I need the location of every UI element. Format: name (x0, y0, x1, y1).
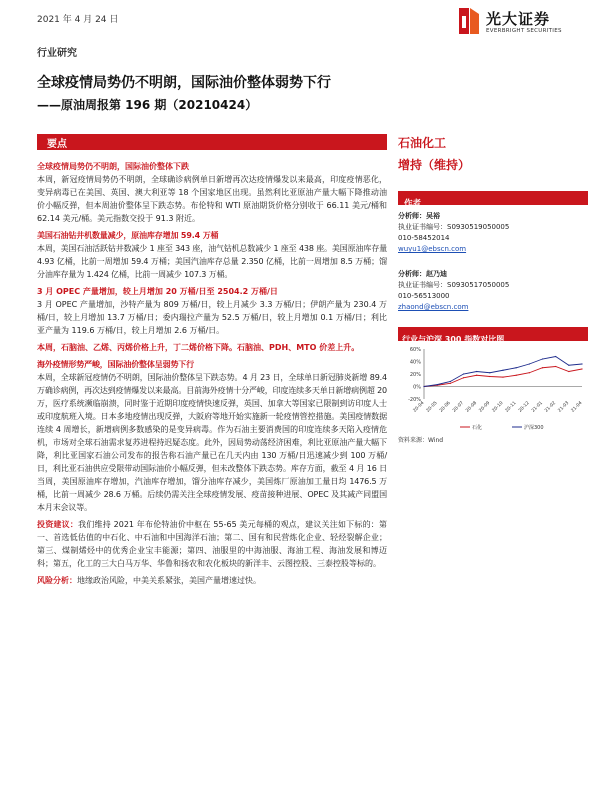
series-line (424, 357, 582, 387)
analyst-card (398, 269, 588, 313)
x-tick-label: 20-12 (517, 400, 531, 414)
y-tick-label: 0% (413, 384, 421, 391)
data-point (555, 366, 556, 367)
analyst-cert: 执业证书编号：S0930517050005 (398, 281, 510, 289)
rating: 增持（维持） (398, 158, 471, 172)
section-body: 本周，新冠疫情局势仍不明朗，全球确诊病例单日新增再次达疫情爆发以来最高，印度疫情恶化，变异病毒已在美国、英国、澳大利亚等 18 个国家地区出现。虽然利比亚原油产量大幅下降推动油价小幅反弹，但本周油价整体呈下跌态势。布伦特和 WTI 原油期货价格分别收于 66.11 美元/桶和 62.14 美元/桶。美元指数交投于 91.3 附近。 (37, 175, 387, 223)
data-point (529, 372, 530, 373)
risk-label: 风险分析： (37, 576, 77, 585)
logo-mark-icon (456, 6, 482, 36)
data-point (581, 368, 582, 369)
section-heading: 美国石油钻井机数量减少，原油库存增加 59.4 万桶 (37, 231, 219, 240)
data-point (450, 381, 451, 382)
x-tick-label: 20-06 (438, 400, 452, 414)
analyst-card (398, 211, 588, 255)
section-heading: 海外疫情形势严峻，国际油价整体呈弱势下行 (37, 360, 194, 369)
section-body: 本周，全球新冠疫情仍不明朗，国际油价整体呈下跌态势。4 月 23 日，全球单日新冠肺炎新增 89.4 万确诊病例，再次达到疫情爆发以来最高。目前海外疫情十分严峻，印度连续多天单日新增病例超 20 万，医疗系统濒临崩溃，同时鉴于近期印度疫情快速反弹，英国、加拿大等国家已限制到访印度人士或印度航班入境。日本多地疫情出现反弹，大阪府等地开始实施新一轮疫情管控措施。美国疫情数据连续 4 周增长，新增病例多数感染的是变异病毒。作为石油主要消费国的印度连续多天陷入疫情危机，市场对全球石油需求复苏进程持迟疑态度。此外，因局势动荡经济困难，利比亚原油产量大幅下降，利比亚国家石油公司发布的报告称石油产量已在几天内由 130 万桶/日迅速减少到 100 万桶/日，利比亚石油供应受限带动国际油价小幅反弹，但未改整体下跌态势。库存方面，截至 4 月 16 日当周，美国原油库存增加，汽油库存增加，馏分油库存减少，美国炼厂原油加工量日均 1476.5 万桶，比前一周减少 28.6 万桶。后续仍需关注全球疫情发展、疫苗接种进展、OPEC 及其减产同盟国本月末会议等。 (37, 373, 387, 512)
x-tick-label: 21-03 (557, 400, 571, 414)
series-line (424, 367, 582, 387)
page-subtitle: ——原油周报第 196 期（20210424） (37, 98, 258, 112)
data-point (476, 375, 477, 376)
x-tick-label: 20-11 (504, 400, 518, 414)
page-title: 全球疫情局势仍不明朗，国际油价整体弱势下行 (37, 75, 331, 91)
data-point (516, 375, 517, 376)
advice-label: 投资建议： (37, 520, 79, 529)
risk-body: 地缘政治风险，中美关系紧张，美国产量增速过快。 (77, 576, 261, 585)
data-point (542, 367, 543, 368)
key-points-label: 要点 (47, 139, 67, 150)
data-point (476, 371, 477, 372)
legend-label: 沪深300 (524, 425, 544, 431)
advice-body: 我们维持 2021 年布伦特油价中枢在 55-65 美元每桶的观点，建议关注如下标的：第一、首选低估值的中石化、中石油和中国海洋石油；第二、国有和民营炼化企业、轻烃裂解企业；第三、煤制烯烃中的优秀企业宝丰能源；第四、油服里的中海油服、海油工程、海油发展和博迈科；第五，化工的三大白马万华、华鲁和扬农和农化板块的新洋丰、云图控股、三泰控股等标的。 (37, 520, 388, 568)
logo-en: EVERBRIGHT SECURITIES (486, 28, 562, 34)
data-point (463, 377, 464, 378)
data-point (555, 356, 556, 357)
sidebar (398, 134, 588, 444)
x-tick-label: 21-04 (570, 400, 584, 414)
x-tick-label: 21-02 (544, 400, 558, 414)
x-tick-label: 20-09 (478, 400, 492, 414)
data-point (502, 377, 503, 378)
y-tick-label: -20% (408, 397, 421, 403)
report-date: 2021 年 4 月 24 日 (37, 15, 119, 25)
data-point (489, 376, 490, 377)
section-heading: 全球疫情局势仍不明朗，国际油价整体下跌 (37, 162, 189, 171)
data-point (489, 372, 490, 373)
legend-label: 石化 (472, 425, 483, 431)
industry-name: 石油化工 (398, 136, 447, 150)
comparison-chart (398, 343, 588, 433)
x-tick-label: 21-01 (531, 400, 544, 414)
data-point (516, 367, 517, 368)
author-label: 作者 (404, 199, 422, 209)
y-tick-label: 20% (409, 372, 421, 378)
analyst-name: 吴裕 (426, 212, 440, 220)
data-point (502, 370, 503, 371)
x-tick-label: 20-05 (425, 400, 439, 414)
section-heading: 3 月 OPEC 产量增加，较上月增加 20 万桶/日至 2504.2 万桶/日 (37, 287, 278, 296)
analyst-phone: 010-58452014 (398, 234, 450, 242)
analyst-email[interactable]: zhaond@ebscn.com (398, 303, 469, 311)
section-body: 本周，美国石油活跃钻井数减少 1 座至 343 座，油气钻机总数减少 1 座至 438 座。美国原油库存量 4.93 亿桶，比前一周增加 59.4 万桶；美国汽油库存总量 2.350 亿桶，比前一周增加 8.5 万桶；馏分油库存量为 1.424 亿桶，比前一周减少 107.3 万桶。 (37, 244, 387, 279)
chart-title: 行业与沪深 300 指数对比图 (402, 335, 505, 344)
analyst-label: 分析师： (398, 270, 426, 278)
x-tick-label: 20-08 (465, 400, 479, 414)
logo-cn: 光大证券 (486, 10, 551, 28)
data-point (423, 386, 424, 387)
analyst-cert: 执业证书编号：S0930519050005 (398, 223, 510, 231)
analyst-name: 赵乃迪 (426, 270, 447, 278)
data-point (450, 383, 451, 384)
data-point (463, 373, 464, 374)
chart-source: 资料来源：Wind (398, 437, 444, 444)
x-tick-label: 20-04 (412, 400, 426, 414)
author-bar (398, 191, 588, 209)
section-heading: 本周，石脑油、乙烯、丙烯价格上升，丁二烯价格下降。石脑油、PDH、MTO 价差上升。 (37, 343, 360, 352)
main-content (37, 160, 387, 591)
analyst-phone: 010-56513000 (398, 292, 450, 300)
y-tick-label: 40% (409, 359, 421, 366)
chart-title-bar (398, 327, 588, 344)
data-point (542, 358, 543, 359)
company-logo (456, 6, 586, 40)
report-category: 行业研究 (37, 48, 77, 59)
data-point (437, 384, 438, 385)
data-point (568, 371, 569, 372)
data-point (568, 365, 569, 366)
section-body: 3 月 OPEC 产量增加，沙特产量为 809 万桶/日，较上月减少 3.3 万桶/日；伊朗产量为 230.4 万桶/日，较上月增加 13.7 万桶/日；委内瑞拉产量为 52.5 万桶/日，较上月增加 0.1 万桶/日；利比亚产量为 119.6 万桶/日，较上月增加 2.6 万桶/日。 (37, 300, 387, 335)
analyst-email[interactable]: wuyu1@ebscn.com (398, 245, 467, 253)
data-point (529, 363, 530, 364)
key-points-bar (37, 134, 387, 150)
y-tick-label: 60% (409, 347, 421, 353)
x-tick-label: 20-07 (452, 400, 465, 414)
data-point (581, 363, 582, 364)
analyst-label: 分析师： (398, 212, 426, 220)
x-tick-label: 20-10 (491, 400, 505, 414)
